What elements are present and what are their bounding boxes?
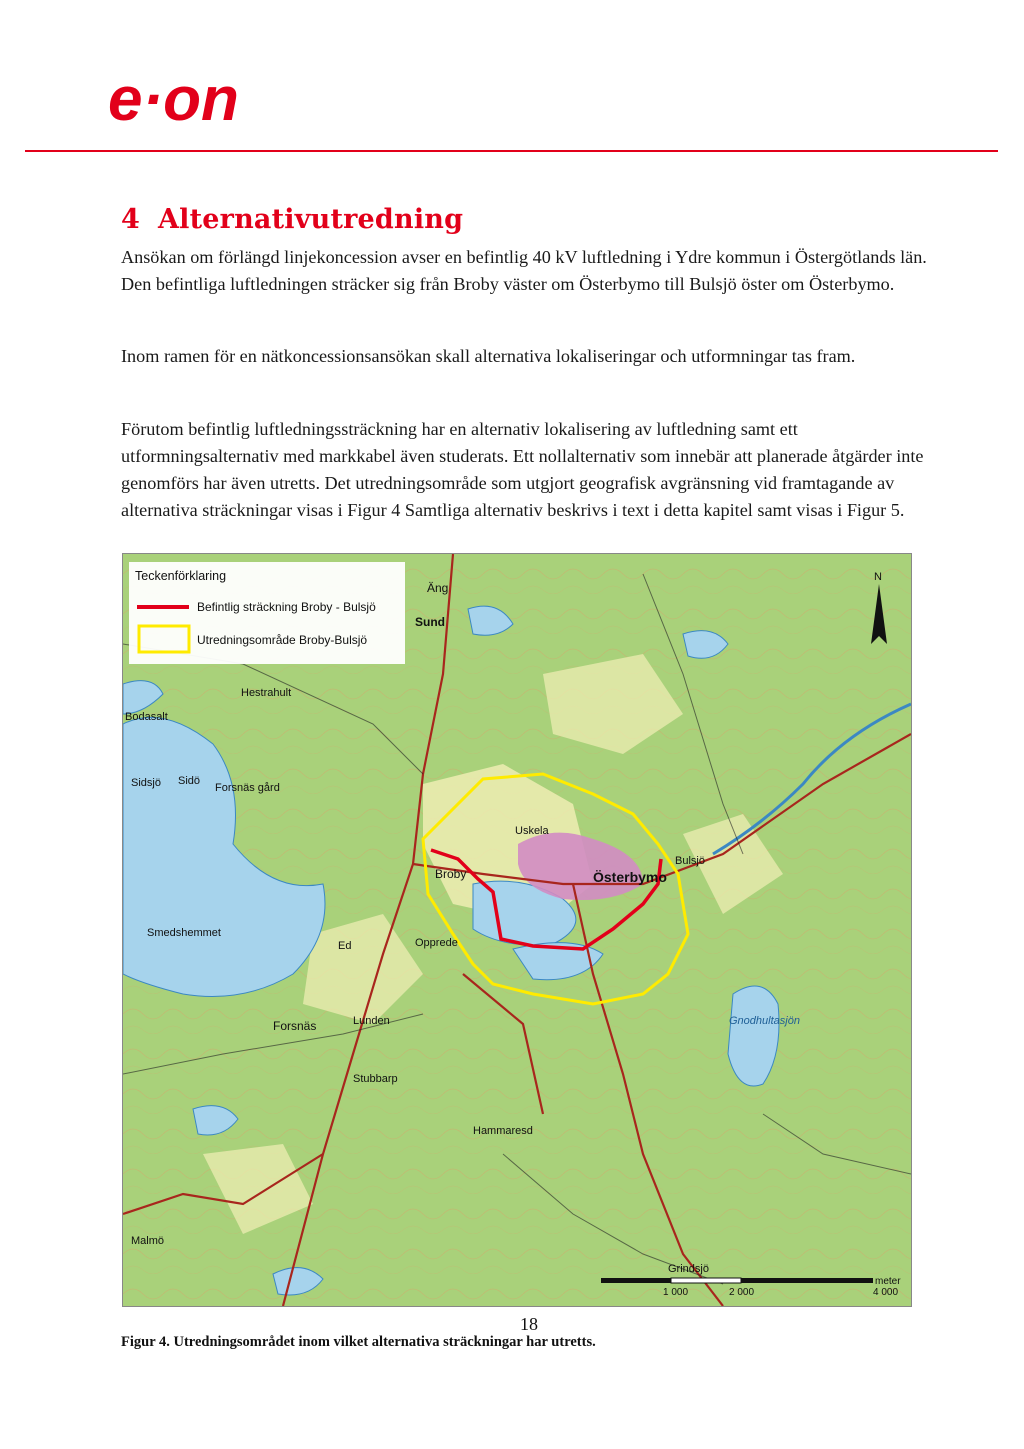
place-bodasalt: Bodasalt xyxy=(125,711,168,723)
figure-caption: Figur 4. Utredningsområdet inom vilket alternativa sträckningar har utretts. xyxy=(121,1334,596,1350)
place-lunden: Lunden xyxy=(353,1015,390,1027)
paragraph-1: Ansökan om förlängd linjekoncession avser en befintlig 40 kV luftledning i Ydre kommun i Östergötlands län. Den befintliga luftledningen sträcker sig från Broby väster om Österbymo till Bulsjö öster om Österbymo. xyxy=(121,247,927,294)
paragraph-3: Förutom befintlig luftledningssträckning har en alternativ lokalisering av luftledning samt ett utformningsalternativ med markkabel även studerats. Ett nollalternativ som innebär att planerade åtgärder inte genomförs har även utretts. Det utredningsområde som utgjort geografisk avgränsning vid framtagande av alternativa sträckningar visas i Figur 4 Samtliga alternativ beskrivs i text i detta kapitel samt visas i Figur 5. xyxy=(121,419,924,520)
place-uskela: Uskela xyxy=(515,825,549,837)
scale-tick-1: 1 000 xyxy=(663,1287,689,1298)
section-heading xyxy=(121,204,463,235)
place-ed: Ed xyxy=(338,940,352,952)
map-figure xyxy=(122,553,912,1307)
place-broby: Broby xyxy=(435,867,467,881)
header-rule xyxy=(25,150,998,152)
place-sidsjo: Sidsjö xyxy=(131,777,161,789)
place-smedshemmet: Smedshemmet xyxy=(147,927,221,939)
place-gnodhultasjon: Gnodhultasjön xyxy=(729,1015,800,1027)
map-legend xyxy=(129,562,405,664)
place-hammaresd: Hammaresd xyxy=(473,1125,533,1137)
section-title: Alternativutredning xyxy=(158,204,464,235)
place-forsnas-gard: Forsnäs gård xyxy=(215,782,280,794)
legend-item-existing: Befintlig sträckning Broby - Bulsjö xyxy=(197,600,376,614)
place-grindsjo: Grindsjö xyxy=(668,1263,709,1275)
scale-tick-3: 4 000 xyxy=(873,1287,899,1298)
scale-unit: meter xyxy=(875,1276,901,1287)
place-bulsjo: Bulsjö xyxy=(675,855,705,867)
place-hestrahult: Hestrahult xyxy=(241,687,292,699)
north-label: N xyxy=(874,571,882,583)
legend-title: Teckenförklaring xyxy=(135,569,227,583)
page-number: 18 xyxy=(520,1314,538,1334)
place-osterbymo: Österbymo xyxy=(593,869,667,885)
place-ang: Äng xyxy=(427,581,449,595)
scale-tick-2: 2 000 xyxy=(729,1287,755,1298)
place-opprede: Opprede xyxy=(415,937,458,949)
place-malmo: Malmö xyxy=(131,1235,165,1247)
place-sund: Sund xyxy=(415,615,445,629)
place-stubbarp: Stubbarp xyxy=(353,1073,398,1085)
place-forsnas: Forsnäs xyxy=(273,1019,317,1033)
paragraph-2: Inom ramen för en nätkoncessionsansökan skall alternativa lokaliseringar och utformningar tas fram. xyxy=(121,346,856,366)
eon-logo xyxy=(108,70,308,130)
logo-text: e·on xyxy=(108,70,239,130)
section-number: 4 xyxy=(121,204,140,235)
legend-item-area: Utredningsområde Broby-Bulsjö xyxy=(197,633,368,647)
place-sido: Sidö xyxy=(178,775,201,787)
